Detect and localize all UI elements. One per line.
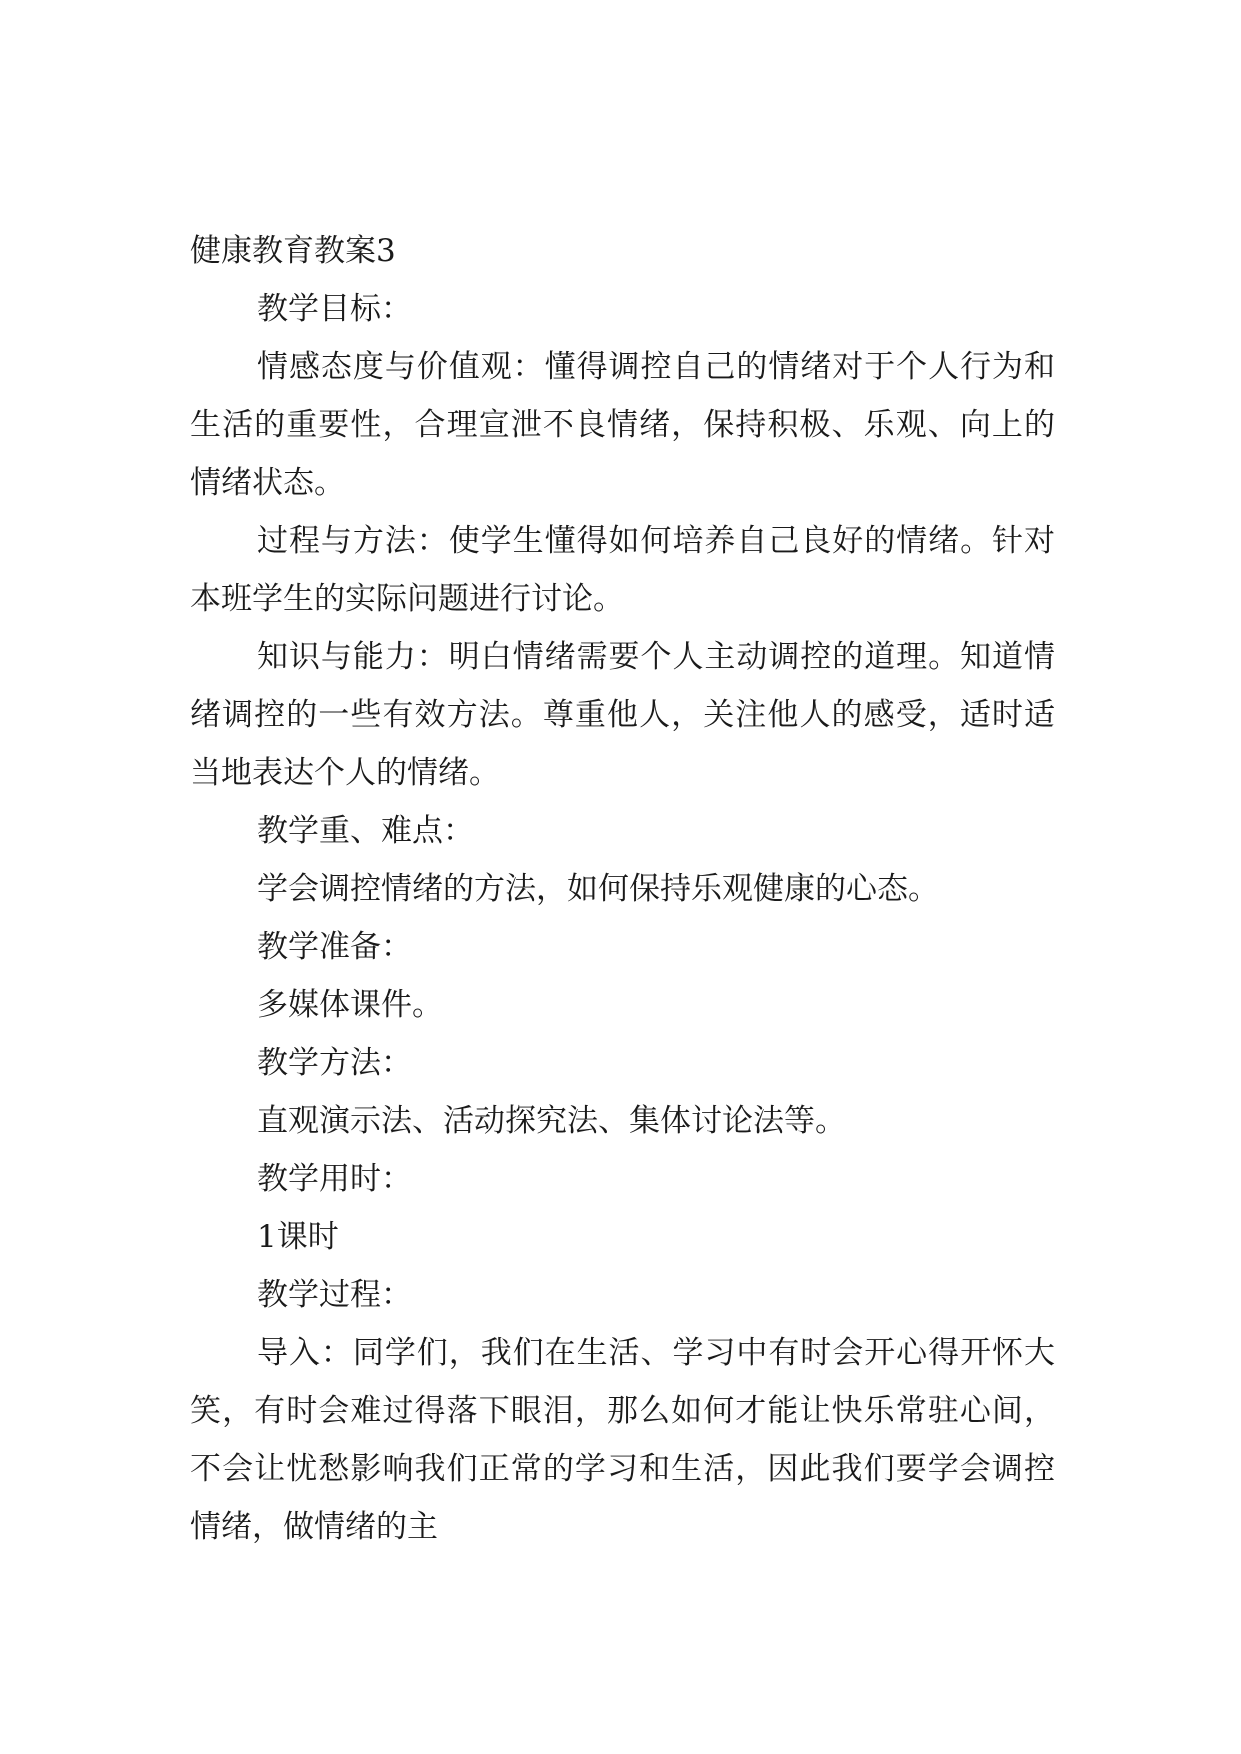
section-heading-duration: 教学用时： bbox=[257, 1161, 412, 1197]
paragraph-knowledge-ability: 知识与能力：明白情绪需要个人主动调控的道理。知道情绪调控的一些有效方法。尊重他人，关注他人的感受，适时适当地表达个人的情绪。 bbox=[190, 639, 1055, 791]
section-heading-preparation: 教学准备： bbox=[257, 929, 412, 965]
document-page bbox=[190, 222, 1055, 1556]
paragraph-duration: 1课时 bbox=[257, 1219, 339, 1255]
section-heading-teaching-goals: 教学目标： bbox=[257, 291, 412, 327]
paragraph-key-points: 学会调控情绪的方法，如何保持乐观健康的心态。 bbox=[257, 871, 939, 907]
document-title: 健康教育教案3 bbox=[190, 233, 396, 269]
section-heading-process: 教学过程： bbox=[257, 1277, 412, 1313]
section-heading-key-difficult-points: 教学重、难点： bbox=[257, 813, 474, 849]
paragraph-process-method: 过程与方法：使学生懂得如何培养自己良好的情绪。针对本班学生的实际问题进行讨论。 bbox=[190, 523, 1055, 617]
paragraph-preparation: 多媒体课件。 bbox=[257, 987, 443, 1023]
section-heading-methods: 教学方法： bbox=[257, 1045, 412, 1081]
paragraph-introduction: 导入：同学们，我们在生活、学习中有时会开心得开怀大笑，有时会难过得落下眼泪，那么如何才能让快乐常驻心间，不会让忧愁影响我们正常的学习和生活，因此我们要学会调控情绪，做情绪的主 bbox=[190, 1335, 1055, 1545]
paragraph-emotional-attitude: 情感态度与价值观：懂得调控自己的情绪对于个人行为和生活的重要性，合理宣泄不良情绪，保持积极、乐观、向上的情绪状态。 bbox=[190, 349, 1055, 501]
paragraph-methods: 直观演示法、活动探究法、集体讨论法等。 bbox=[257, 1103, 846, 1139]
